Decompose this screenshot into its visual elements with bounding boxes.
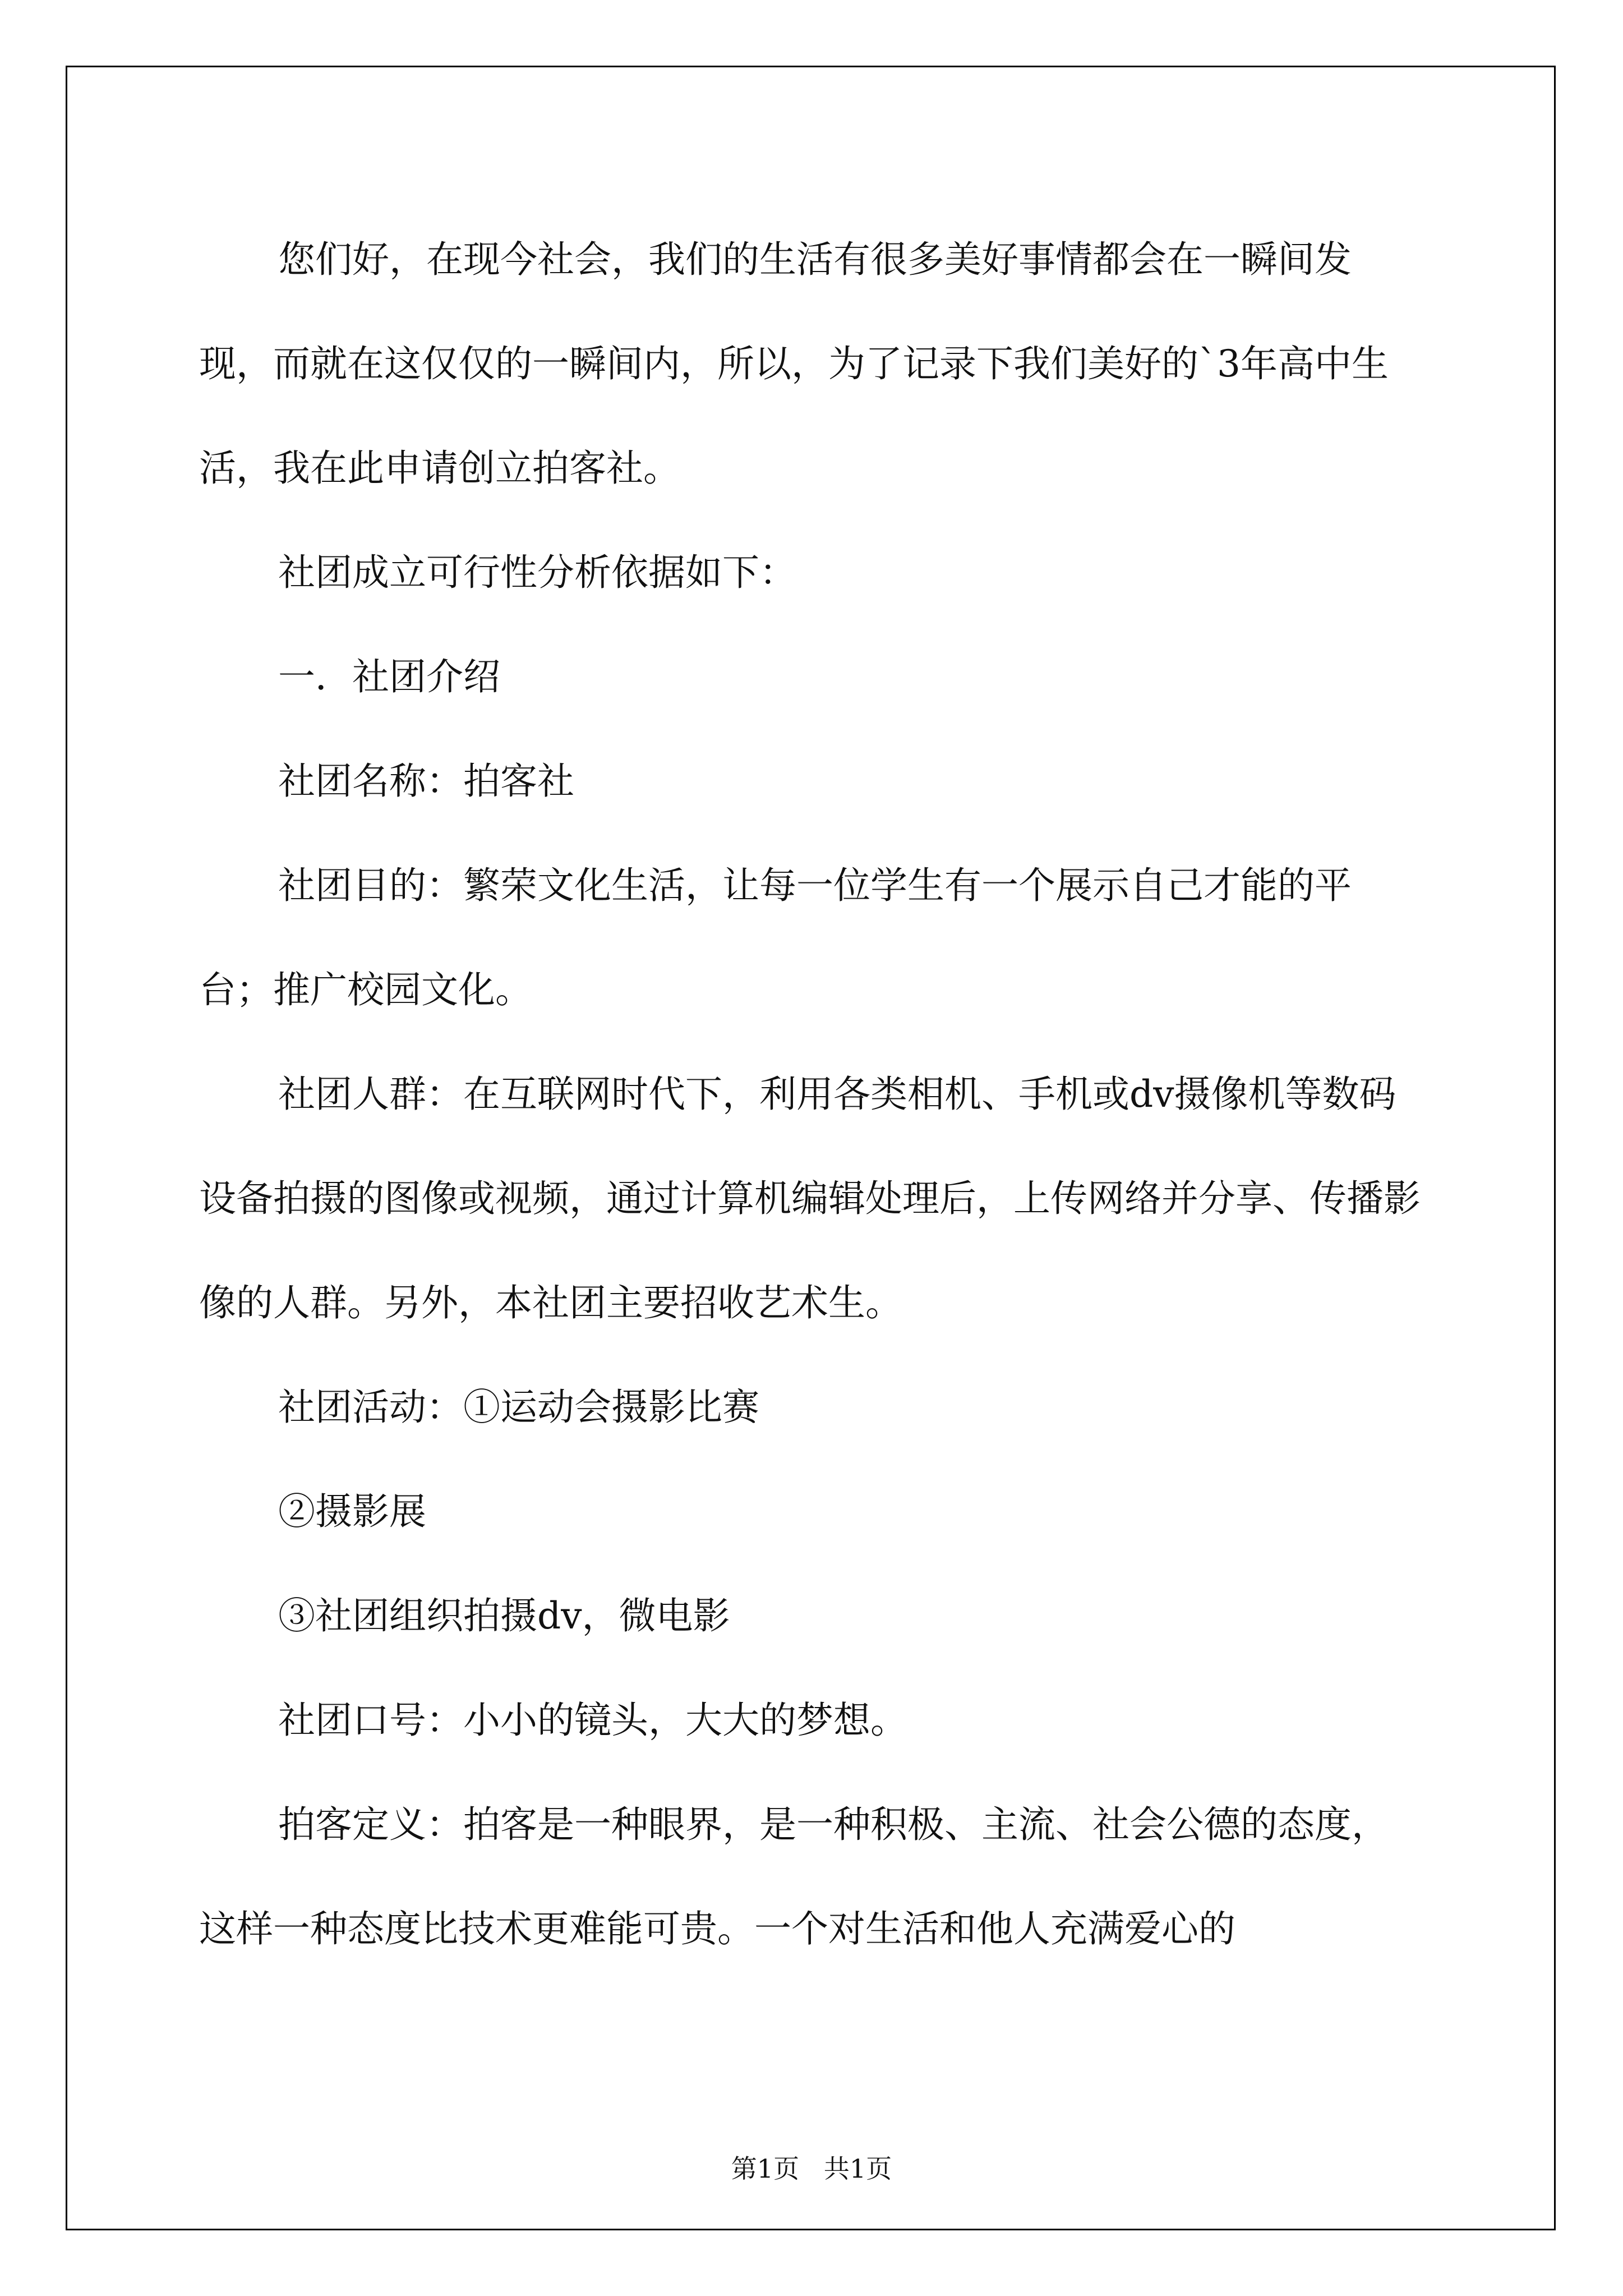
document-body [199, 208, 1422, 1981]
paragraph-club-name: 社团名称：拍客社 [278, 760, 574, 803]
paragraph-club-activity-2: ②摄影展 [278, 1490, 426, 1533]
paragraph-paike-definition: 拍客定义：拍客是一种眼界，是一种积极、主流、社会公德的态度，这样一种态度比技术更难能可贵。一个对生活和他人充满爱心的 [199, 1803, 1389, 1950]
paragraph-club-activity-3: ③社团组织拍摄dv，微电影 [278, 1594, 730, 1637]
paragraph-club-audience: 社团人群：在互联网时代下，利用各类相机、手机或dv摄像机等数码设备拍摄的图像或视频，通过计算机编辑处理后，上传网络并分享、传播影像的人群。另外，本社团主要招收艺术生。 [199, 1073, 1421, 1324]
paragraph-club-purpose: 社团目的：繁荣文化生活，让每一位学生有一个展示自己才能的平台；推广校园文化。 [199, 864, 1352, 1011]
section-heading-club-intro: 一．社团介绍 [278, 655, 500, 698]
paragraph-feasibility-intro: 社团成立可行性分析依据如下： [278, 551, 796, 594]
page-footer: 第1页 共1页 [731, 2154, 892, 2184]
paragraph-club-slogan: 社团口号：小小的镜头，大大的梦想。 [278, 1699, 907, 1742]
paragraph-club-activity-1: 社团活动：①运动会摄影比赛 [278, 1386, 759, 1429]
paragraph-greeting: 您们好，在现今社会，我们的生活有很多美好事情都会在一瞬间发现，而就在这仅仅的一瞬间内，所以，为了记录下我们美好的`3年高中生活，我在此申请创立拍客社。 [199, 238, 1389, 490]
